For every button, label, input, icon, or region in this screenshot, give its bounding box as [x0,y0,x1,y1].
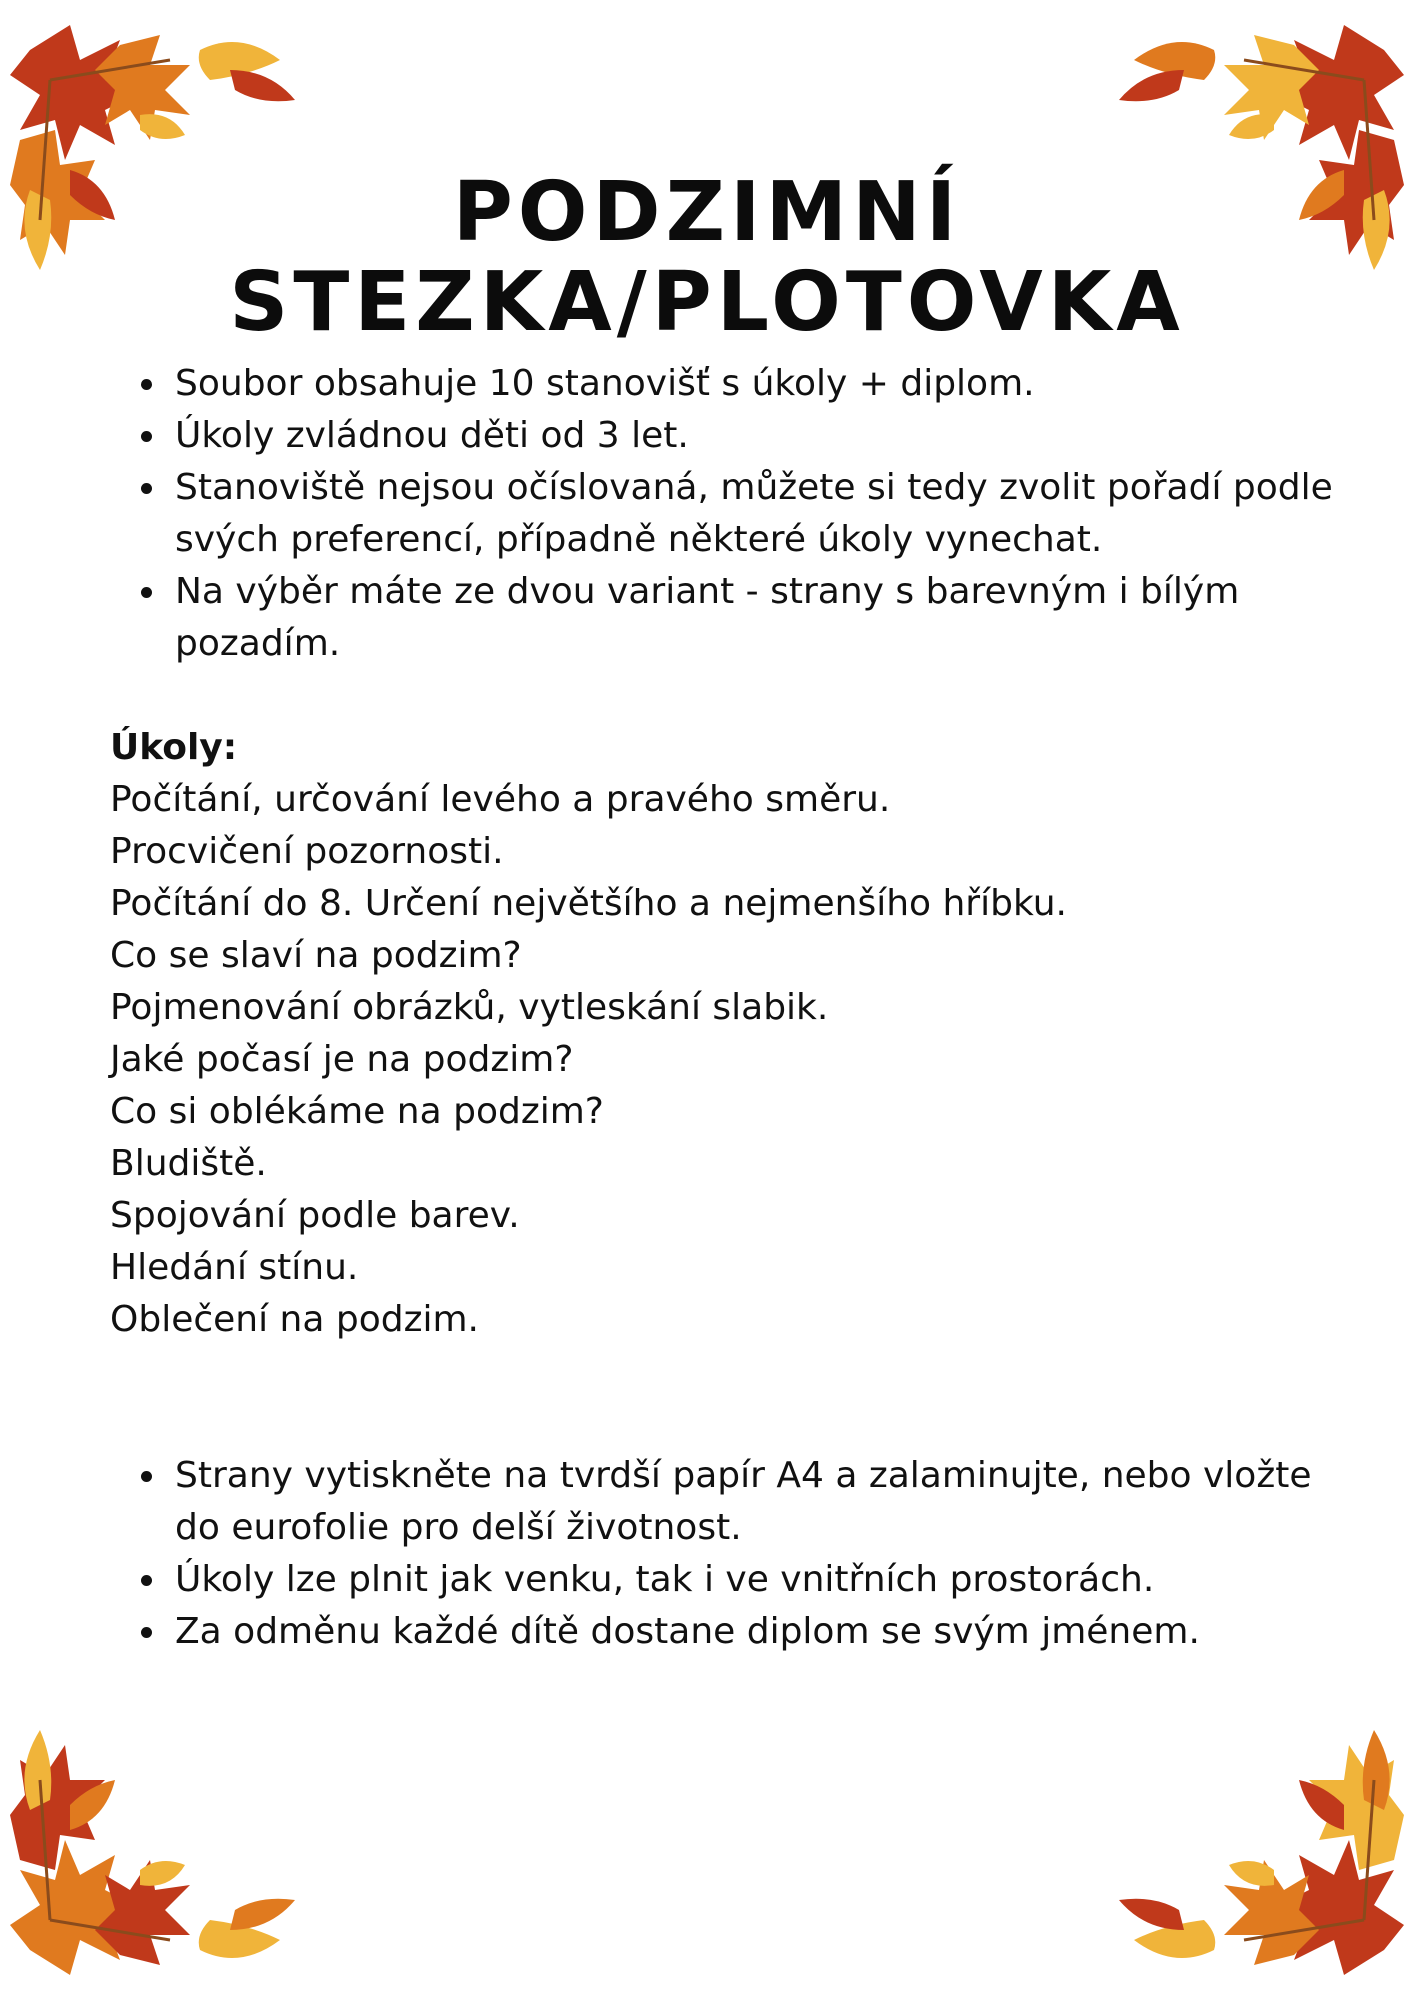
list-item: Bludiště. [110,1143,267,1184]
list-item: Strany vytiskněte na tvrdší papír A4 a zalaminujte, nebo vložte do eurofolie pro delší životnost. [175,1450,1345,1554]
intro-bullet-list [130,358,1345,670]
list-item: Procvičení pozornosti. [110,831,504,872]
page-title: PODZIMNÍ STEZKA/PLOTOVKA [229,165,1185,351]
list-item: Hledání stínu. [110,1247,359,1288]
list-item: Co se slaví na podzim? [110,935,522,976]
list-item: Oblečení na podzim. [110,1299,479,1340]
tasks-list [110,774,1310,1346]
tasks-heading: Úkoly: [110,727,238,768]
tasks-section [110,722,1310,1346]
list-item: Za odměnu každé dítě dostane diplom se svým jménem. [175,1606,1345,1658]
list-item: Stanoviště nejsou očíslovaná, můžete si tedy zvolit pořadí podle svých preferencí, případně některé úkoly vynechat. [175,462,1345,566]
list-item: Pojmenování obrázků, vytleskání slabik. [110,987,829,1028]
list-item: Na výběr máte ze dvou variant - strany s barevným i bílým pozadím. [175,566,1345,670]
list-item: Co si oblékáme na podzim? [110,1091,604,1132]
list-item: Úkoly zvládnou děti od 3 let. [175,410,1345,462]
list-item: Úkoly lze plnit jak venku, tak i ve vnitřních prostorách. [175,1554,1345,1606]
list-item: Počítání do 8. Určení největšího a nejmenšího hříbku. [110,883,1067,924]
autumn-leaves-icon [10,1720,310,1980]
autumn-leaves-icon [1104,1720,1404,1980]
list-item: Soubor obsahuje 10 stanovišť s úkoly + diplom. [175,358,1345,410]
closing-bullet-list [130,1450,1345,1658]
list-item: Spojování podle barev. [110,1195,520,1236]
list-item: Jaké počasí je na podzim? [110,1039,574,1080]
list-item: Počítání, určování levého a pravého směru. [110,779,891,820]
